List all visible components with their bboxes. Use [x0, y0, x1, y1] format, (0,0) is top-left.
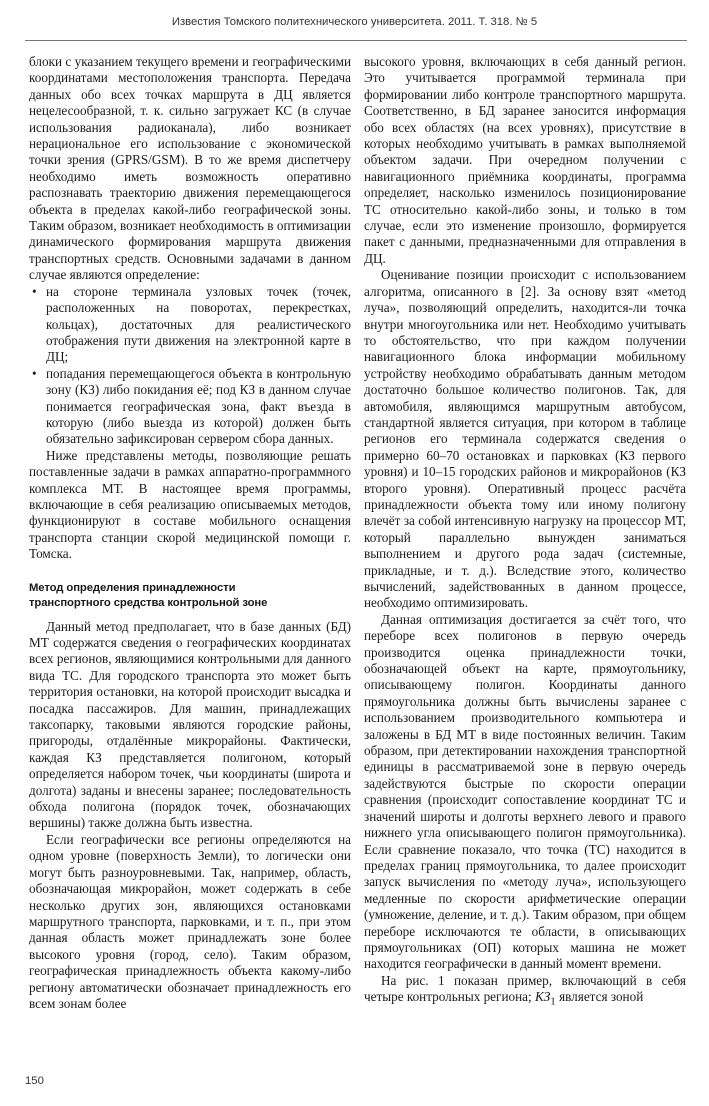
running-header	[0, 10, 709, 34]
paragraph: Оценивание позиции происходит с использованием алгоритма, описанного в [2]. За основу взят «метод луча», позволяющий определить, находится-ли точка внутри многоугольника или нет. Необходимо учитывать то обстоятельство, что при каждом получении навигационного блока информации мобильному устройству необходимо обрабатывать данным методом достаточно большое количество полигонов. Так, для автомобиля, являющимся маршрутным автобусом, стандартной является ситуация, при котором в таблице регионов его терминала содержатся сведения о примерно 60–70 остановках и парковках (КЗ первого уровня) и 10–15 городских районов и микрорайонов (КЗ второго уровня). Оперативный процесс расчёта принадлежности объекта тому или иному полигону влечёт за собой интенсивную нагрузку на процессор МТ, который параллельно вынужден заниматься выполнением и другого рода задач (системные, прикладные, и т. д.). Вследствие этого, количество вычислений, задействованных в данном процессе, необходимо оптимизировать.	[364, 267, 686, 611]
header-rule	[25, 40, 687, 41]
paragraph	[364, 973, 686, 1010]
paragraph: высокого уровня, включающих в себя данный регион. Это учитывается программой терминала при формировании либо контроле транспортного маршрута. Соответственно, в БД заранее заносится информация обо всех областях (на всех уровнях), присутствие в которых необходимо учитывать в рамках выполняемой объектом задачи. При очередном получении с навигационного приёмника координаты, программа определяет, насколько изменилось позиционирование ТС относительно какой-либо зоны, и только в том случае, если это изменение произошло, формируется пакет с данными, предназначенными для отправления в ДЦ.	[364, 54, 686, 266]
paragraph: Данный метод предполагает, что в базе данных (БД) МТ содержатся сведения о географических координатах всех регионов, являющимися контрольными для данного вида ТС. Для городского транспорта это может быть территория остановки, на которой происходит высадка и посадка пассажиров. Для машин, принадлежащих таксопарку, таковыми являются городские районы, пригороды, отдалённые микрорайоны. Фактически, каждая КЗ представляется полигоном, который определяется набором точек, чьи координаты (широта и долгота) заданы и внесены заранее; последовательность обхода полигона (порядок точек, обозначающих вершины) также должна быть известна.	[29, 618, 351, 831]
section-heading-line: Метод определения принадлежности	[29, 581, 236, 594]
text-run: является зоной	[555, 989, 644, 1005]
text-run: На рис. 1 показан пример, включающий в себя четыре контрольных региона;	[364, 972, 686, 1005]
left-column	[29, 54, 351, 1064]
paragraph: Данная оптимизация достигается за счёт того, что переборе всех полигонов в первую очередь производится оценка принадлежности точки, обозначающей объект на карте, прямоугольнику, описывающему полигон. Координаты данного прямоугольника должны быть вычислены заранее с использованием производительного компьютера и заложены в БД МТ в виде постоянных величин. Таким образом, при детектировании нахождения транспортной единицы в рассматриваемой зоне в первую очередь задействуются быстрые по скорости операции сравнения (происходит сопоставление координат ТС и значений широты и долготы верхнего левого и правого нижнего угла описывающего полигон прямоугольника). Если сравнение показало, что точка (ТС) находится в пределах границ прямоугольника, то далее происходит запуск вычисления по «методу луча», использующего медленные по скорости арифметические операции (умножение, деление, и т. д.). Таким образом, при общем переборе исключаются те области, в описывающих прямоугольниках (ОП) которых машина не может находится географически в данный момент времени.	[364, 611, 686, 972]
page-number: 150	[25, 1075, 44, 1087]
section-heading-line: транспортного средства контрольной зоне	[29, 596, 268, 609]
paragraph: Если географически все регионы определяются на одном уровне (поверхность Земли), то логически они могут быть разноуровневыми. Так, например, область, обозначающая микрорайон, может содержать в себе несколько других зон, являющихся остановками маршрутного транспорта, парковками, и т. п., при этом данная область может принадлежать зоне более высокого уровня (город, село). Таким образом, географическая принадлежность объекта какому-либо региону автоматически обозначает принадлежность его всем зонам более	[29, 831, 351, 1011]
paragraph: блоки с указанием текущего времени и географическими координатами местоположения транспорта. Передача данных обо всех точках маршрута в ДЦ является нецелесообразной, т. к. сильно загружает КС (в случае использования радиоканала), либо возникает нерациональное его использование с экономической точки зрения (GPRS/GSM). В то же время диспетчеру необходимо иметь возможность оперативно распознавать траекторию движения перемещающегося объекта в пределах какой-либо географической зоны. Таким образом, возникает необходимость в оптимизации динамического формирования маршрута движения транспортных средств. Основными задачами в данном случае являются определение:	[29, 54, 351, 283]
list-item: • попадания перемещающегося объекта в контрольную зону (КЗ) либо покидания её; под КЗ в данном случае понимается географическая зона, факт въезда в которую (либо выезда из которой) должен быть обязательно зафиксирован сервером сбора данных.	[29, 366, 351, 448]
right-column	[364, 54, 686, 1064]
section-heading	[29, 581, 351, 611]
task-list	[29, 284, 351, 448]
zone-subscript: 1	[550, 995, 556, 1008]
zone-symbol: КЗ	[534, 989, 551, 1005]
journal-running-title: Известия Томского политехнического университета. 2011. Т. 318. № 5	[171, 16, 538, 28]
paragraph: Ниже представлены методы, позволяющие решать поставленные задачи в рамках аппаратно-программного комплекса МТ. В настоящее время программы, включающие в себя реализацию описываемых методов, функционируют в составе мобильного оснащения транспорта станции скорой медицинской помощи г. Томска.	[29, 447, 351, 562]
list-item: • на стороне терминала узловых точек (точек, расположенных на поворотах, перекрестках, кольцах), достаточных для реалистического отображения пути движения на электронной карте в ДЦ;	[29, 284, 351, 366]
